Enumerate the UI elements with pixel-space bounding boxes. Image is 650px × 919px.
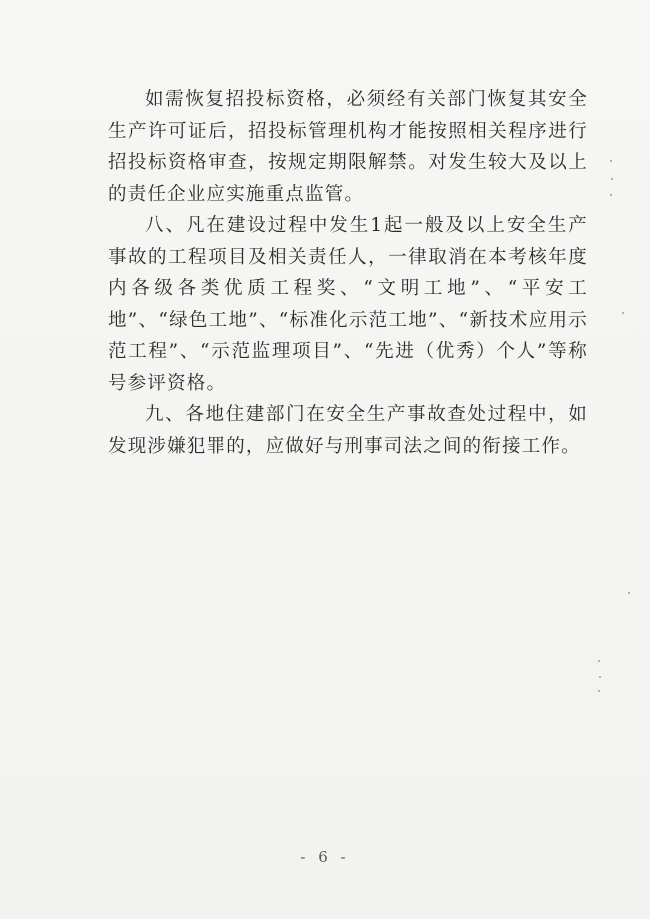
paragraph-item-eight: 八、凡在建设过程中发生1起一般及以上安全生产事故的工程项目及相关责任人，一律取消在本考核年度内各级各类优质工程奖、“文明工地”、“平安工地”、“绿色工地”、“标准化示范工地”、“新技术应用示范工程”、“示范监理项目”、“先进（优秀）个人”等称号参评资格。 [108,215,588,394]
page-number: - 6 - [300,848,350,866]
scan-speck [611,178,613,180]
scan-speck [610,194,612,196]
scan-speck [622,312,624,314]
scan-speck [599,676,601,678]
scan-speck [610,160,612,162]
paragraph-resume-bidding: 如需恢复招投标资格，必须经有关部门恢复其安全生产许可证后，招投标管理机构才能按照相关程序进行招投标资格审查，按规定期限解禁。对发生较大及以上的责任企业应实施重点监管。 [108,89,588,205]
scan-speck [598,660,600,662]
document-body [108,84,588,462]
paragraph-item-nine: 九、各地住建部门在安全生产事故查处过程中，如发现涉嫌犯罪的，应做好与刑事司法之间的衔接工作。 [108,404,588,457]
scan-speck [598,690,600,692]
scan-speck [628,592,630,594]
